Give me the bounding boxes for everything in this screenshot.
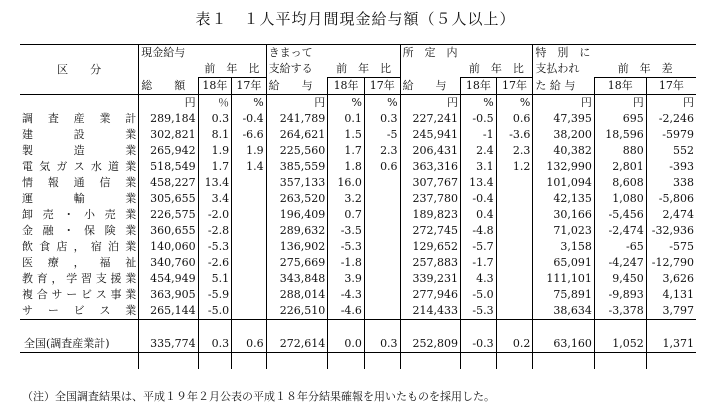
cell bbox=[364, 255, 400, 271]
cell bbox=[232, 175, 267, 191]
cell: 458,227 bbox=[139, 175, 198, 191]
header-zennenhi-2: 前 年 比 bbox=[328, 61, 400, 78]
cell: 307,767 bbox=[400, 175, 460, 191]
header-zennenhi-1: 前 年 比 bbox=[198, 61, 266, 78]
header-takyuyo: た 給 与 bbox=[533, 78, 595, 95]
cell bbox=[364, 207, 400, 223]
row-label: 教育，学習支援業 bbox=[22, 272, 137, 285]
cell: -5.3 bbox=[461, 303, 497, 320]
cell: 264,621 bbox=[266, 127, 328, 143]
unit: % bbox=[364, 95, 400, 112]
spacer-row bbox=[20, 353, 696, 370]
cell bbox=[364, 223, 400, 239]
cell: 272,614 bbox=[266, 336, 328, 353]
header-shotei: 所 定 内 bbox=[400, 45, 533, 62]
table-body bbox=[20, 111, 696, 320]
cell: -0.4 bbox=[232, 111, 267, 127]
cell: 1.2 bbox=[496, 159, 533, 175]
cell bbox=[232, 255, 267, 271]
cell: 18,596 bbox=[594, 127, 646, 143]
unit-row bbox=[20, 95, 696, 112]
cell: -5,456 bbox=[594, 207, 646, 223]
cell: -5.0 bbox=[461, 287, 497, 303]
table-row bbox=[20, 239, 696, 255]
cell: 71,023 bbox=[533, 223, 595, 239]
cell bbox=[232, 271, 267, 287]
unit: 円 bbox=[139, 95, 198, 112]
cell bbox=[364, 287, 400, 303]
table-row bbox=[20, 271, 696, 287]
cell: 1.8 bbox=[328, 159, 365, 175]
cell: 0.0 bbox=[328, 336, 365, 353]
cell: 1.9 bbox=[232, 143, 267, 159]
cell: 454,949 bbox=[139, 271, 198, 287]
cell: 132,990 bbox=[533, 159, 595, 175]
cell bbox=[496, 255, 533, 271]
unit: 円 bbox=[594, 95, 646, 112]
row-label: 複合サービス事業 bbox=[22, 288, 137, 301]
cell bbox=[364, 271, 400, 287]
header-genkin: 現金給与 bbox=[139, 45, 266, 62]
cell: 2.4 bbox=[461, 143, 497, 159]
cell: 385,559 bbox=[266, 159, 328, 175]
total-row bbox=[20, 336, 696, 353]
cell: 226,575 bbox=[139, 207, 198, 223]
cell: 0.1 bbox=[328, 111, 365, 127]
cell: 1.9 bbox=[198, 143, 231, 159]
cell bbox=[496, 239, 533, 255]
cell: -32,936 bbox=[646, 223, 696, 239]
cell: -1.8 bbox=[328, 255, 365, 271]
cell: -9,893 bbox=[594, 287, 646, 303]
cell: 2,474 bbox=[646, 207, 696, 223]
unit: 円 bbox=[646, 95, 696, 112]
table-row bbox=[20, 111, 696, 127]
cell: 518,549 bbox=[139, 159, 198, 175]
cell: -4.8 bbox=[461, 223, 497, 239]
cell: 206,431 bbox=[400, 143, 460, 159]
unit: % bbox=[461, 95, 497, 112]
cell: 339,231 bbox=[400, 271, 460, 287]
cell: -4,247 bbox=[594, 255, 646, 271]
cell bbox=[496, 207, 533, 223]
cell bbox=[232, 207, 267, 223]
cell: -5.0 bbox=[198, 303, 231, 320]
cell: 225,560 bbox=[266, 143, 328, 159]
cell: 3.9 bbox=[328, 271, 365, 287]
header-shiharaware: 支払われ bbox=[533, 61, 595, 78]
row-label: サービス業 bbox=[22, 304, 137, 317]
cell: -4.6 bbox=[328, 303, 365, 320]
cell: 140,060 bbox=[139, 239, 198, 255]
cell: 1,080 bbox=[594, 191, 646, 207]
cell: 75,891 bbox=[533, 287, 595, 303]
cell: 0.4 bbox=[461, 207, 497, 223]
row-label: 卸売・小売業 bbox=[22, 208, 137, 221]
row-label: 全国(調査産業計) bbox=[24, 337, 110, 350]
cell: 363,316 bbox=[400, 159, 460, 175]
cell: 4,131 bbox=[646, 287, 696, 303]
cell: 214,433 bbox=[400, 303, 460, 320]
cell: -5.7 bbox=[461, 239, 497, 255]
cell bbox=[496, 191, 533, 207]
cell: 552 bbox=[646, 143, 696, 159]
header-kimatte: きまって bbox=[266, 45, 400, 62]
cell: -5.3 bbox=[328, 239, 365, 255]
cell bbox=[364, 239, 400, 255]
row-label: 金融・保険業 bbox=[22, 224, 137, 237]
cell: 1.4 bbox=[232, 159, 267, 175]
cell: -12,790 bbox=[646, 255, 696, 271]
table-row bbox=[20, 287, 696, 303]
cell: 101,094 bbox=[533, 175, 595, 191]
cell bbox=[496, 271, 533, 287]
row-label: 情報通信業 bbox=[22, 176, 137, 189]
cell: 13.4 bbox=[461, 175, 497, 191]
cell: 0.3 bbox=[198, 336, 231, 353]
cell: 2.3 bbox=[364, 143, 400, 159]
cell bbox=[232, 287, 267, 303]
cell: 272,745 bbox=[400, 223, 460, 239]
cell bbox=[232, 191, 267, 207]
cell: 265,144 bbox=[139, 303, 198, 320]
table-title: 表１ １人平均月間現金給与額（５人以上） bbox=[195, 10, 516, 28]
table-row bbox=[20, 143, 696, 159]
row-label: 電気ガス水道業 bbox=[22, 160, 137, 173]
cell: -2.0 bbox=[198, 207, 231, 223]
header-row-1 bbox=[20, 45, 696, 62]
cell: 1.7 bbox=[198, 159, 231, 175]
cell: -1.7 bbox=[461, 255, 497, 271]
cell: -5.9 bbox=[198, 287, 231, 303]
cell: 880 bbox=[594, 143, 646, 159]
table-row bbox=[20, 303, 696, 320]
footnote: （注）全国調査結果は、平成１９年２月公表の平成１８年分結果確報を用いたものを採用した。 bbox=[22, 390, 495, 403]
cell: 0.3 bbox=[364, 111, 400, 127]
unit: 円 bbox=[266, 95, 328, 112]
table-row bbox=[20, 207, 696, 223]
row-label: 建設業 bbox=[22, 128, 137, 141]
cell bbox=[496, 303, 533, 320]
header-y17: 17年 bbox=[232, 78, 267, 95]
table-row bbox=[20, 159, 696, 175]
cell: 40,382 bbox=[533, 143, 595, 159]
cell: 4.3 bbox=[461, 271, 497, 287]
cell: 338 bbox=[646, 175, 696, 191]
cell: 257,883 bbox=[400, 255, 460, 271]
cell: -0.4 bbox=[461, 191, 497, 207]
cell: 265,942 bbox=[139, 143, 198, 159]
row-label: 飲食店，宿泊業 bbox=[22, 240, 137, 253]
cell: -2.6 bbox=[198, 255, 231, 271]
cell: 189,823 bbox=[400, 207, 460, 223]
cell: 3,626 bbox=[646, 271, 696, 287]
table-row bbox=[20, 175, 696, 191]
cell: 252,809 bbox=[400, 336, 460, 353]
cell: -0.5 bbox=[461, 111, 497, 127]
header-y18: 18年 bbox=[328, 78, 365, 95]
cell: 38,200 bbox=[533, 127, 595, 143]
cell: -4.3 bbox=[328, 287, 365, 303]
cell: 38,634 bbox=[533, 303, 595, 320]
cell: 263,520 bbox=[266, 191, 328, 207]
cell: 226,510 bbox=[266, 303, 328, 320]
table-row bbox=[20, 191, 696, 207]
cell: -3,378 bbox=[594, 303, 646, 320]
cell bbox=[496, 287, 533, 303]
cell: 13.4 bbox=[198, 175, 231, 191]
cell: 3.4 bbox=[198, 191, 231, 207]
cell: 5.1 bbox=[198, 271, 231, 287]
cell: 360,655 bbox=[139, 223, 198, 239]
cell: 0.3 bbox=[364, 336, 400, 353]
cell bbox=[496, 223, 533, 239]
cell: 277,946 bbox=[400, 287, 460, 303]
cell: -65 bbox=[594, 239, 646, 255]
cell: 30,166 bbox=[533, 207, 595, 223]
cell: 0.6 bbox=[496, 111, 533, 127]
header-kyuyo1: 給 与 bbox=[266, 78, 328, 95]
cell: -0.3 bbox=[461, 336, 497, 353]
cell: 335,774 bbox=[139, 336, 198, 353]
cell: 136,902 bbox=[266, 239, 328, 255]
row-label: 運輸業 bbox=[22, 192, 137, 205]
unit: % bbox=[496, 95, 533, 112]
cell: 289,184 bbox=[139, 111, 198, 127]
cell: 8.1 bbox=[198, 127, 231, 143]
table-row bbox=[20, 223, 696, 239]
row-label: 調査産業計 bbox=[22, 112, 137, 125]
cell: 241,789 bbox=[266, 111, 328, 127]
cell: 8,608 bbox=[594, 175, 646, 191]
cell: 42,135 bbox=[533, 191, 595, 207]
header-zennensa: 前 年 差 bbox=[594, 61, 696, 78]
unit: % bbox=[232, 95, 267, 112]
cell: 2.3 bbox=[496, 143, 533, 159]
cell: 63,160 bbox=[533, 336, 595, 353]
cell: 0.2 bbox=[496, 336, 533, 353]
header-y17: 17年 bbox=[496, 78, 533, 95]
wage-table bbox=[20, 44, 696, 369]
cell: -5.3 bbox=[198, 239, 231, 255]
cell: 357,133 bbox=[266, 175, 328, 191]
cell: 363,905 bbox=[139, 287, 198, 303]
cell bbox=[364, 175, 400, 191]
cell: -6.6 bbox=[232, 127, 267, 143]
cell: 245,941 bbox=[400, 127, 460, 143]
cell: -575 bbox=[646, 239, 696, 255]
cell: 0.6 bbox=[364, 159, 400, 175]
cell: 275,669 bbox=[266, 255, 328, 271]
header-y18: 18年 bbox=[198, 78, 231, 95]
cell: 129,652 bbox=[400, 239, 460, 255]
header-y18: 18年 bbox=[594, 78, 646, 95]
cell: 16.0 bbox=[328, 175, 365, 191]
cell: 0.3 bbox=[198, 111, 231, 127]
header-tokubetsu: 特 別 に bbox=[533, 45, 696, 62]
cell: 3,158 bbox=[533, 239, 595, 255]
cell: 1.5 bbox=[328, 127, 365, 143]
cell: 302,821 bbox=[139, 127, 198, 143]
unit: 円 bbox=[400, 95, 460, 112]
cell bbox=[232, 239, 267, 255]
cell: 3,797 bbox=[646, 303, 696, 320]
table-row bbox=[20, 255, 696, 271]
cell: 196,409 bbox=[266, 207, 328, 223]
table-row bbox=[20, 127, 696, 143]
header-shikyu: 支給する bbox=[266, 61, 328, 78]
row-label: 製造業 bbox=[22, 144, 137, 157]
unit: ％ bbox=[198, 95, 231, 112]
cell: 3.2 bbox=[328, 191, 365, 207]
cell: -393 bbox=[646, 159, 696, 175]
header-y17: 17年 bbox=[364, 78, 400, 95]
cell: 0.7 bbox=[328, 207, 365, 223]
cell bbox=[364, 191, 400, 207]
cell: 695 bbox=[594, 111, 646, 127]
cell: 305,655 bbox=[139, 191, 198, 207]
cell: 1.7 bbox=[328, 143, 365, 159]
cell: 3.1 bbox=[461, 159, 497, 175]
row-label: 医療，福祉 bbox=[22, 256, 137, 269]
cell: -2,246 bbox=[646, 111, 696, 127]
cell: 340,760 bbox=[139, 255, 198, 271]
cell: 288,014 bbox=[266, 287, 328, 303]
cell bbox=[496, 175, 533, 191]
header-y17: 17年 bbox=[646, 78, 696, 95]
unit: % bbox=[328, 95, 365, 112]
cell: 2,801 bbox=[594, 159, 646, 175]
cell: -2.8 bbox=[198, 223, 231, 239]
cell: 9,450 bbox=[594, 271, 646, 287]
cell: 65,091 bbox=[533, 255, 595, 271]
cell: 237,780 bbox=[400, 191, 460, 207]
header-sougaku: 総 額 bbox=[139, 78, 198, 95]
spacer-row bbox=[20, 320, 696, 337]
cell: 0.6 bbox=[232, 336, 267, 353]
cell bbox=[232, 303, 267, 320]
cell: -3.6 bbox=[496, 127, 533, 143]
cell: -5 bbox=[364, 127, 400, 143]
cell: -5,806 bbox=[646, 191, 696, 207]
header-kyuyo2: 給 与 bbox=[400, 78, 460, 95]
cell: 1,371 bbox=[646, 336, 696, 353]
header-category: 区 分 bbox=[57, 62, 102, 76]
unit: 円 bbox=[533, 95, 595, 112]
cell bbox=[232, 223, 267, 239]
header-y18: 18年 bbox=[461, 78, 497, 95]
cell: 289,632 bbox=[266, 223, 328, 239]
cell bbox=[364, 303, 400, 320]
cell: -5979 bbox=[646, 127, 696, 143]
cell: 1,052 bbox=[594, 336, 646, 353]
header-zennenhi-3: 前 年 比 bbox=[461, 61, 533, 78]
cell: -3.5 bbox=[328, 223, 365, 239]
cell: 111,101 bbox=[533, 271, 595, 287]
cell: 47,395 bbox=[533, 111, 595, 127]
cell: 227,241 bbox=[400, 111, 460, 127]
cell: -2,474 bbox=[594, 223, 646, 239]
cell: 343,848 bbox=[266, 271, 328, 287]
cell: -1 bbox=[461, 127, 497, 143]
